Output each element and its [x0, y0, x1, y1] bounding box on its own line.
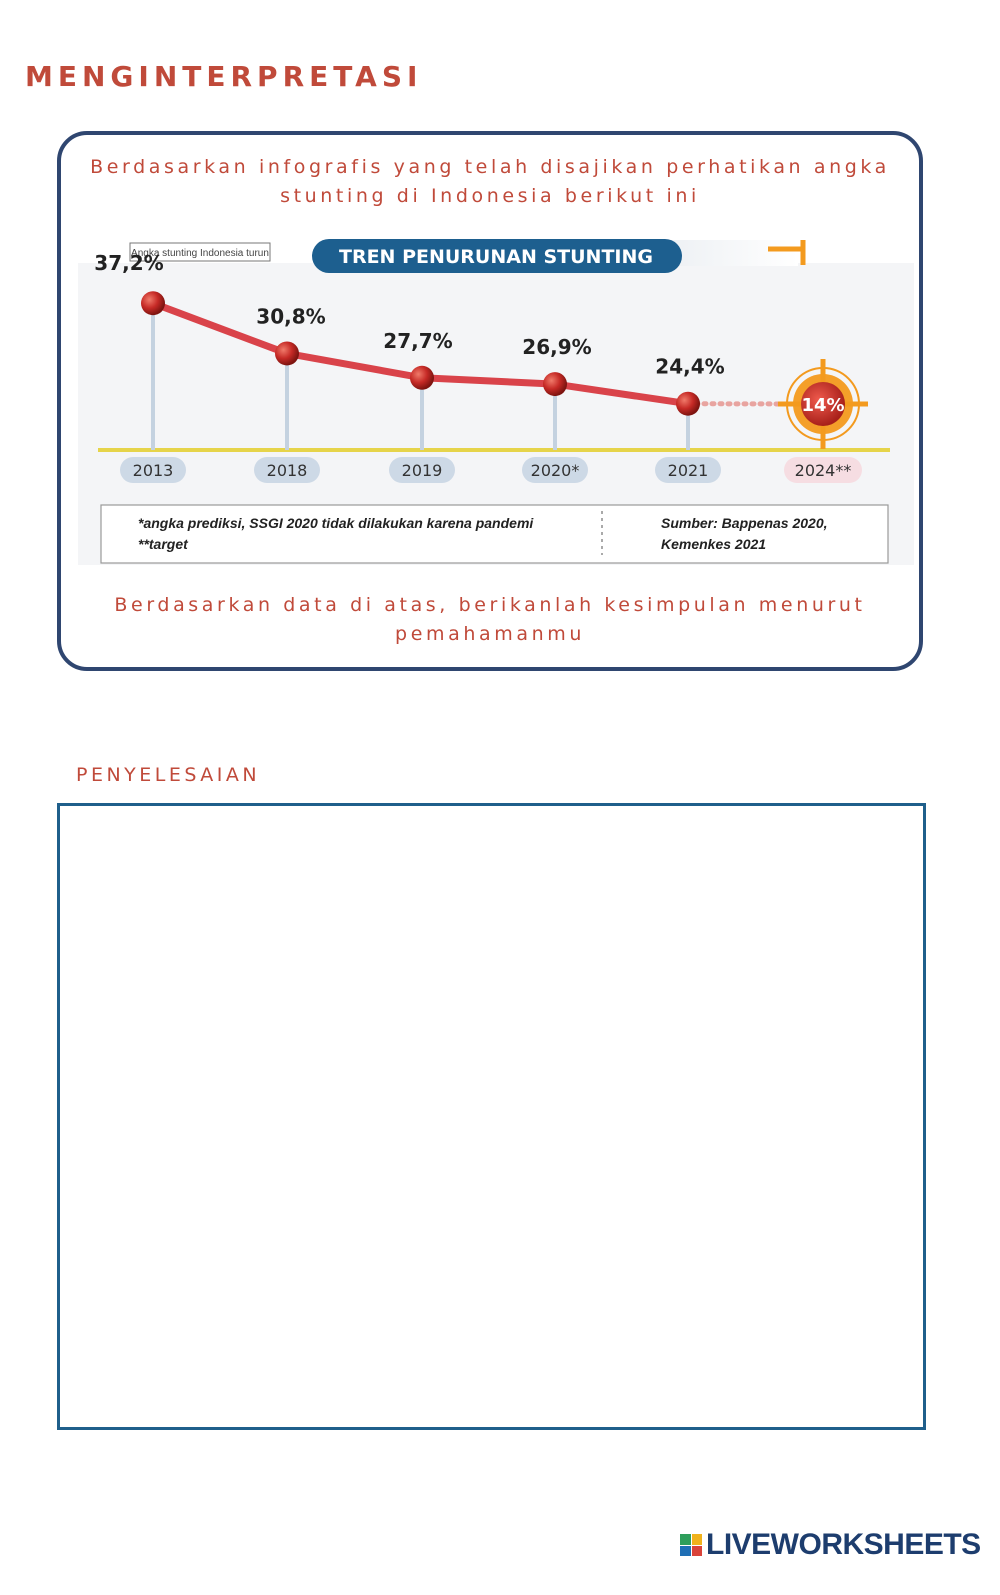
banner-title: TREN PENURUNAN STUNTING	[338, 246, 654, 268]
logo-square-blue	[680, 1546, 691, 1557]
year-label: 2013	[132, 461, 174, 480]
data-point	[543, 372, 567, 396]
target-label: 14%	[801, 395, 845, 416]
liveworksheets-logo	[680, 1528, 981, 1562]
data-label: 27,7%	[383, 328, 453, 353]
year-label: 2024**	[794, 461, 852, 480]
logo-square-yellow	[692, 1534, 703, 1545]
source-line-1: Sumber: Bappenas 2020,	[661, 515, 828, 531]
data-label: 24,4%	[655, 354, 725, 379]
liveworksheets-icon	[680, 1534, 702, 1556]
page-heading: MENGINTERPRETASI	[25, 60, 423, 93]
data-label: 37,2%	[94, 251, 164, 276]
question-card	[57, 131, 923, 671]
answer-heading: PENYELESAIAN	[76, 764, 261, 786]
year-label: 2021	[667, 461, 709, 480]
logo-square-red	[692, 1546, 703, 1557]
footnote-predicted: *angka prediksi, SSGI 2020 tidak dilakukan karena pandemi	[138, 515, 534, 531]
tag-text: Angka stunting Indonesia turun	[131, 248, 269, 259]
liveworksheets-wordmark: LIVEWORKSHEETS	[706, 1528, 981, 1561]
answer-input[interactable]	[60, 806, 923, 1427]
data-point	[676, 392, 700, 416]
footnote-box	[101, 505, 888, 563]
footnote-target: **target	[138, 536, 188, 552]
data-label: 30,8%	[256, 304, 326, 329]
intro-text: Berdasarkan infografis yang telah disajikan perhatikan angka stunting di Indonesia berikut ini	[90, 156, 890, 207]
source-line-2: Kemenkes 2021	[661, 536, 767, 552]
data-label: 26,9%	[522, 335, 592, 360]
stunting-infographic	[78, 235, 914, 565]
data-point	[141, 291, 165, 315]
year-label: 2018	[266, 461, 308, 480]
year-label: 2019	[401, 461, 443, 480]
answer-box	[57, 803, 926, 1430]
data-point	[410, 366, 434, 390]
logo-square-green	[680, 1534, 691, 1545]
data-point	[275, 341, 299, 365]
year-label: 2020*	[530, 461, 580, 480]
prompt-text: Berdasarkan data di atas, berikanlah kesimpulan menurut pemahamanmu	[114, 594, 866, 645]
